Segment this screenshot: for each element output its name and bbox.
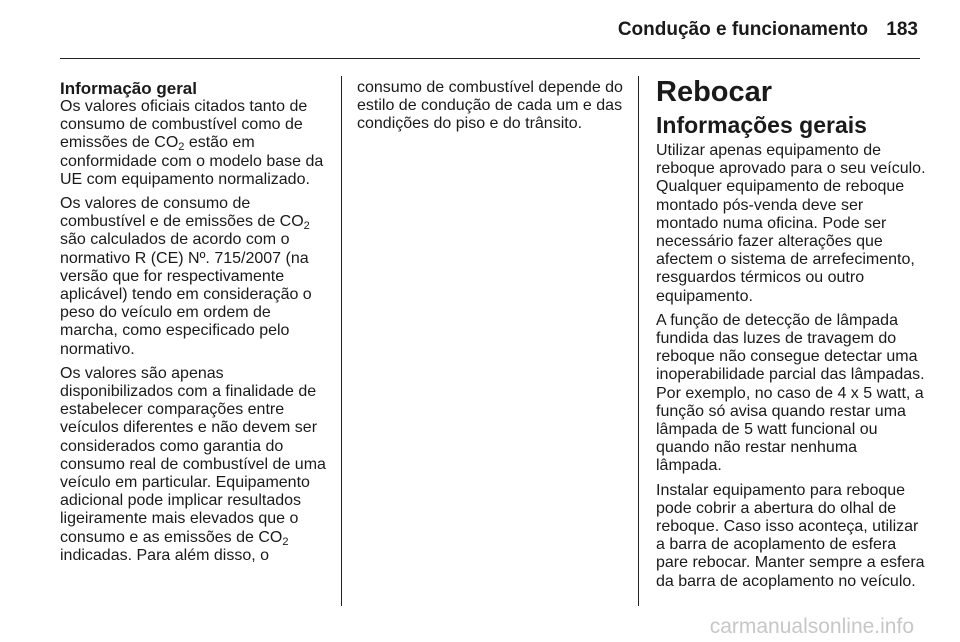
paragraph-text: são calculados de acordo com o normativo R (CE) Nº. 715/2007 (na versão que for respectivamente aplicável) tendo em consideração o peso do veículo em ordem de marcha, como especificado pelo normativo. (60, 231, 312, 358)
column-2 (357, 79, 629, 140)
paragraph-text: indicadas. Para além disso, o (60, 546, 269, 564)
column-3 (656, 76, 926, 597)
header-rule (60, 58, 920, 59)
subscript: 2 (282, 535, 289, 548)
column-divider (341, 76, 342, 606)
section-heading-informacoes-gerais: Informações gerais (656, 112, 867, 138)
page-number: 183 (886, 19, 918, 40)
section-heading-informacao-geral: Informação geral (60, 79, 197, 98)
subscript: 2 (178, 141, 185, 154)
paragraph (60, 98, 332, 189)
paragraph-text: Os valores oficiais citados tanto de consumo de combustível como de emissões de CO (60, 98, 308, 152)
column-divider (638, 76, 639, 606)
paragraph: Utilizar apenas equipamento de reboque aprovado para o seu veículo. Qualquer equipamento de reboque montado pós-venda deve ser montado numa oficina. Pode ser necessário fazer alterações que afectem o sistema de arrefecimento, resguardos térmicos ou outro equipamento. (656, 142, 926, 305)
paragraph: A função de detecção de lâmpada fundida das luzes de travagem do reboque não consegue detectar uma inoperabilidade parcial das lâmpadas. Por exemplo, no caso de 4 x 5 watt, a função só avisa quando restar uma lâmpada de 5 watt funcional ou quando não restar nenhuma lâmpada. (656, 311, 925, 475)
watermark: carmanualsonline.info (709, 615, 914, 638)
paragraph-text: Os valores de consumo de combustível e de emissões de CO (60, 195, 304, 231)
column-1 (60, 79, 332, 571)
paragraph: Instalar equipamento para reboque pode cobrir a abertura do olhal de reboque. Caso isso aconteça, utilizar a barra de acoplamento de esfera pare rebocar. Manter sempre a esfera da barra de acoplamento no veículo. (656, 481, 925, 590)
paragraph: consumo de combustível depende do estilo de condução de cada um e das condições do piso e do trânsito. (357, 79, 623, 133)
page-title: Condução e funcionamento (617, 19, 868, 40)
paragraph (60, 365, 332, 565)
paragraph-text: estão em conformidade com o modelo base da UE com equipamento normalizado. (60, 134, 324, 188)
chapter-heading-rebocar: Rebocar (656, 76, 773, 108)
paragraph-text: Os valores são apenas disponibilizados com a finalidade de estabelecer comparações entre veículos diferentes e não devem ser considerados como garantia do consumo real de combustível de uma veículo em particular. Equipamento adicional pode implicar resultados ligeiramente mais elevados que o consumo e as emissões de CO (60, 364, 326, 546)
subscript: 2 (303, 220, 310, 233)
paragraph (60, 195, 332, 359)
